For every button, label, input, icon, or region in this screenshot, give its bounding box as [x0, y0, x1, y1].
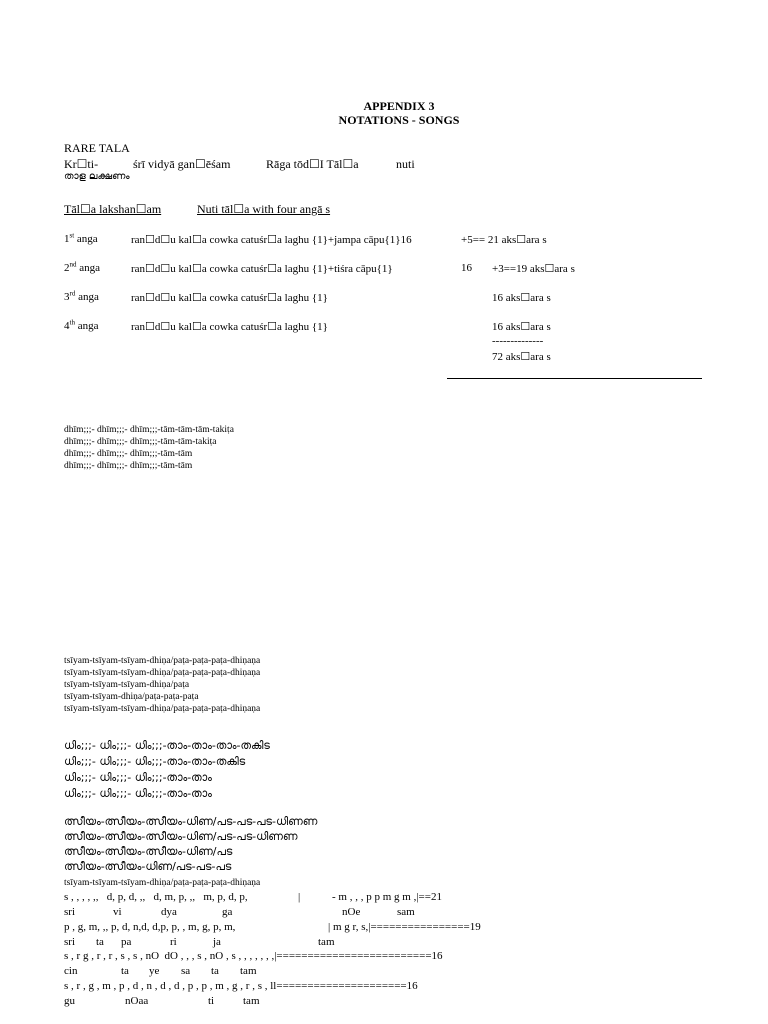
anga-description: ran☐d☐u kal☐a cowka catuśr☐a laghu {1}+tiśra cāpu{1} — [131, 263, 393, 275]
lyric-syllable: vi — [113, 906, 122, 918]
malayalam-dhim-line: ധിം;;;- ധിം;;;- ധിം;;;-താം-താം — [64, 787, 212, 800]
kriti-label: Kr☐ti- — [64, 157, 99, 171]
tsiyam-line: tsīyam-tsīyam-dhiṇa/paṭa-paṭa-paṭa — [64, 692, 199, 702]
lyric-syllable: nOaa — [125, 995, 149, 1007]
tsiyam-line: tsīyam-tsīyam-tsīyam-dhiṇa/paṭa-paṭa-paṭa-dhiṇaṇa — [64, 668, 261, 678]
anga-number: 4th anga — [64, 318, 99, 332]
tala-lakshanam-malayalam: താള ലക്ഷണം — [64, 171, 130, 182]
malayalam-dhim-line: ധിം;;;- ധിം;;;- ധിം;;;-താം-താം — [64, 771, 212, 784]
anga-count: +3==19 aks☐ara s — [492, 263, 575, 275]
lyric-syllable: ri — [170, 936, 177, 948]
lyric-syllable: ga — [222, 906, 233, 918]
dhim-line: dhīm;;;- dhīm;;;- dhīm;;;-tām-tām — [64, 449, 193, 459]
nuti-tala-heading: Nuti tāl☐a with four angā s — [197, 202, 331, 216]
lyric-syllable: sri — [64, 936, 75, 948]
dhim-line: dhīm;;;- dhīm;;;- dhīm;;;-tām-tām-takiṭa — [64, 437, 217, 447]
dhim-line: dhīm;;;- dhīm;;;- dhīm;;;-tām-tām — [64, 461, 193, 471]
malayalam-tsiyam-line: ത്സീയം-ത്സീയം-ത്സീയം-ധിണ/പട-പട-പട-ധിണണ — [64, 815, 318, 828]
swara-row: - m , , , p p m g m ,|==21 — [332, 891, 442, 903]
lyric-syllable: dya — [161, 906, 177, 918]
tsiyam-line: tsīyam-tsīyam-tsīyam-dhiṇa/paṭa — [64, 680, 190, 690]
lyric-syllable: sam — [397, 906, 415, 918]
malayalam-tsiyam-line: ത്സീയം-ത്സീയം-ധിണ/പട-പട-പട — [64, 860, 232, 873]
malayalam-tsiyam-line: ത്സീയം-ത്സീയം-ത്സീയം-ധിണ/പട — [64, 845, 233, 858]
anga-number: 3rd anga — [64, 289, 99, 303]
raga-tala: Rāga tōd☐I Tāl☐a — [266, 157, 359, 171]
lyric-syllable: ta — [211, 965, 219, 977]
swara-row: p , g, m, ,, p, d, n,d, d,p, p, , m, g, p, m, — [64, 921, 236, 933]
tala-lakshanam-heading: Tāl☐a lakshan☐am — [64, 202, 162, 216]
lyric-syllable: ja — [213, 936, 221, 948]
lyric-syllable: pa — [121, 936, 132, 948]
anga-number: 1st anga — [64, 231, 98, 245]
anga-count: +5== 21 aks☐ara s — [461, 234, 547, 246]
tsiyam-line: tsīyam-tsīyam-tsīyam-dhiṇa/paṭa-paṭa-paṭa-dhiṇaṇa — [64, 656, 261, 666]
swara-row: | m g r, s,|================19 — [328, 921, 481, 933]
malayalam-dhim-line: ധിം;;;- ധിം;;;- ധിം;;;-താം-താം-താം-തകിട — [64, 739, 270, 752]
tala-name: nuti — [396, 157, 415, 171]
lyric-syllable: sri — [64, 906, 75, 918]
swara-row: s , r , g , m , p , d , n , d , d , p , p , m , g , r , s , ll=====================16 — [64, 980, 418, 992]
anga-description: ran☐d☐u kal☐a cowka catuśr☐a laghu {1} — [131, 321, 328, 333]
lyric-syllable: ta — [96, 936, 104, 948]
lyric-syllable: tam — [318, 936, 335, 948]
malayalam-tsiyam-line: ത്സീയം-ത്സീയം-ത്സീയം-ധിണ/പട-പട-ധിണണ — [64, 830, 298, 843]
appendix-title: APPENDIX 3 — [363, 99, 435, 113]
divider-line — [447, 378, 702, 379]
lyric-syllable: ti — [208, 995, 215, 1007]
swara-bar: | — [298, 891, 301, 903]
swara-row: s , , , , ,, d, p, d, ,, d, m, p, ,, m, p, d, p, — [64, 891, 248, 903]
dhim-line: dhīm;;;- dhīm;;;- dhīm;;;-tām-tām-tām-takiṭa — [64, 425, 234, 435]
section-title: NOTATIONS - SONGS — [338, 113, 460, 127]
malayalam-dhim-line: ധിം;;;- ധിം;;;- ധിം;;;-താം-താം-തകിട — [64, 755, 246, 768]
tsiyam-line: tsīyam-tsīyam-tsīyam-dhiṇa/paṭa-paṭa-paṭa-dhiṇaṇa — [64, 878, 261, 888]
lyric-syllable: gu — [64, 995, 75, 1007]
anga-count: 16 aks☐ara s — [492, 292, 551, 304]
anga-count-number: 16 — [461, 262, 472, 274]
lyric-syllable: ta — [121, 965, 129, 977]
total-aksharas: 72 aks☐ara s — [492, 351, 551, 363]
sum-dashes: -------------- — [492, 335, 544, 347]
anga-description: ran☐d☐u kal☐a cowka catuśr☐a laghu {1}+jampa cāpu{1}16 — [131, 234, 412, 246]
tsiyam-line: tsīyam-tsīyam-tsīyam-dhiṇa/paṭa-paṭa-paṭa-dhiṇaṇa — [64, 704, 261, 714]
anga-count: 16 aks☐ara s — [492, 321, 551, 333]
lyric-syllable: cin — [64, 965, 78, 977]
lyric-syllable: tam — [243, 995, 260, 1007]
lyric-syllable: tam — [240, 965, 257, 977]
kriti-name: śrī vidyā gan☐ēśam — [133, 157, 231, 171]
anga-number: 2nd anga — [64, 260, 101, 274]
anga-description: ran☐d☐u kal☐a cowka catuśr☐a laghu {1} — [131, 292, 328, 304]
lyric-syllable: sa — [181, 965, 191, 977]
rare-tala-heading: RARE TALA — [64, 141, 130, 155]
lyric-syllable: nOe — [342, 906, 361, 918]
swara-row: s , r g , r , r , s , s , nO dO , , , s , nO , s , , , , , , ,|=========================16 — [64, 950, 443, 962]
lyric-syllable: ye — [149, 965, 160, 977]
